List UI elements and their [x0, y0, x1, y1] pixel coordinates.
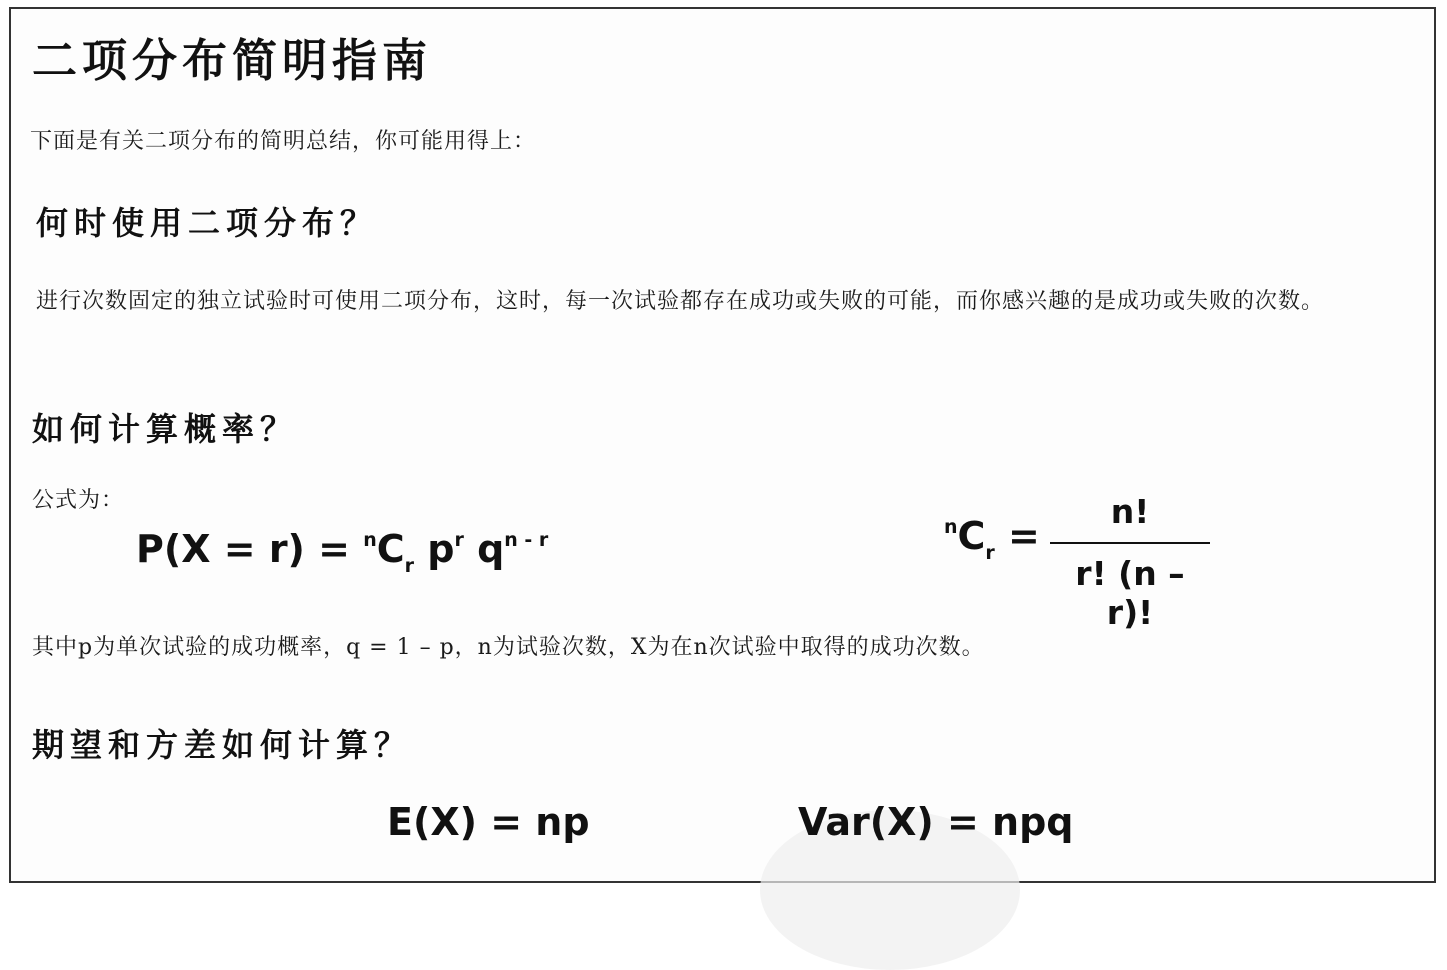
fraction-numerator: n! [1110, 492, 1150, 531]
expectation-variance-heading: 期望和方差如何计算？ [32, 726, 413, 764]
formula-c-sub: r [404, 555, 415, 578]
formula-c: C [376, 527, 405, 571]
combination-sub: r [985, 542, 995, 565]
formula-lhs: P(X = r) = [136, 527, 364, 571]
variable-explanation: 其中p为单次试验的成功概率，q = 1 – p，n为试验次数，X为在n次试验中取得的成功次数。 [32, 635, 985, 660]
when-to-use-heading: 何时使用二项分布？ [36, 204, 379, 242]
combination-equals: = [994, 514, 1040, 558]
intro-text: 下面是有关二项分布的简明总结，你可能用得上： [30, 129, 537, 154]
combination-sup: n [944, 515, 958, 538]
formula-label: 公式为： [32, 488, 125, 513]
variance-formula: Var(X) = npq [798, 800, 1074, 844]
when-to-use-text: 进行次数固定的独立试验时可使用二项分布，这时，每一次试验都存在成功或失败的可能，而你感兴趣的是成功或失败的次数。 [36, 289, 1325, 314]
expectation-formula: E(X) = np [387, 800, 590, 844]
fraction-denominator: r! (n – r)! [1075, 554, 1185, 632]
formula-q: q [463, 527, 505, 571]
formula-p-sup: r [454, 528, 464, 551]
formula-c-sup: n [363, 528, 377, 551]
formula-q-sup: n - r [504, 528, 549, 551]
formula-p: p [414, 527, 455, 571]
combination-fraction [1050, 492, 1210, 632]
fraction-bar [1050, 542, 1210, 544]
probability-heading: 如何计算概率？ [32, 410, 299, 448]
binomial-probability-formula [136, 527, 548, 576]
combination-c: C [957, 514, 986, 558]
page-title: 二项分布简明指南 [32, 34, 433, 87]
combination-lhs [944, 514, 1040, 563]
